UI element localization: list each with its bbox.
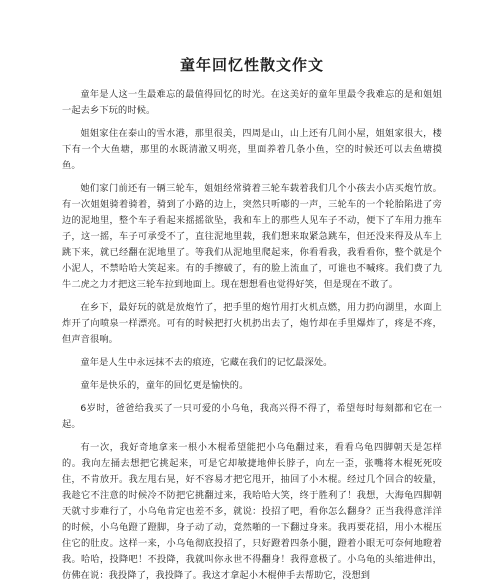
paragraph-5: 童年是人生中永远抹不去的痕迹，它藏在我们的记忆最深处。: [80, 357, 333, 368]
paragraph-6: 童年是快乐的，童年的回忆更是愉快的。: [80, 380, 249, 391]
paragraph-4: 在乡下，最好玩的就是放炮竹了，把手里的炮竹用打火机点燃，用力扔向湖里，水面上炸开了向喷泉一样漂亮。可有的时候把打火机扔出去了，炮竹却在手里爆炸了，疼是不疼，但声音很响。: [62, 302, 442, 345]
paragraph-8: 有一次，我好奇地拿来一根小木棍希望能把小乌龟翻过来，看看乌龟四脚朝天是怎样的。我向左捅去想把它挑起来，可是它却敏捷地伸长脖子，向左一歪，张嘴将木棍死死咬住，不肯放开。我左甩右晃，好不容易才把它甩开，抽回了小木棍。经过几个回合的较量，我趁它不注意的时候冷不防把它挑翻过来，我哈哈大笑，终于胜利了！我想，大海龟四脚朝天就寸步难行了，小乌龟肯定也差不多，就说：投招了吧，看你怎么翻身？正当我得意洋洋的时候，小乌龟蹬了蹬脚，身子动了动，竟然啪的一下翻过身来。我再要花招，用小木棍压住它的肚皮。这样一来，小乌龟彻底投招了，只好蹬着四条小腿，蹬着小眼无可奈何地瞪着我。哈哈，投降吧！不投降，我就叫你永世不得翻身！我得意极了。小乌龟的头缩进伸出，仿佛在说：我投降了，我投降了。我这才拿起小木棍伸手去帮助它，没想到: [62, 442, 442, 581]
document-title: 童年回忆性散文作文: [179, 56, 324, 74]
paragraph-2: 姐姐家住在泰山的雪水港，那里很美，四周是山，山上还有几间小屋，姐姐家很大，楼下有一个大鱼塘，那里的水既清澈又明亮，里面养着几条小鱼，空的时候还可以去鱼塘摸鱼。: [62, 128, 442, 171]
paragraph-3: 她们家门前还有一辆三轮车，姐姐经常骑着三轮车载着我们几个小孩去小店买炮竹放。有一次姐姐骑着骑着，骑到了小路的边上，突然只听嘭的一声，三轮车的一个轮胎陷进了旁边的泥地里，整个车子看起来摇摇欲坠，我和车上的那些人见车子不动，便下了车用力推车子，这一摇，车子可承受不了，直往泥地里载，我们想来取紧急跳车，但还没来得及从车上跳下来，就已经翻在泥地里了。等我们从泥地里爬起来，你看看我，我看看你，整个就是个小泥人，不禁哈哈大笑起来。有的手擦破了，有的脸上流血了，可谁也不喊疼。我们费了九牛二虎之力才把这三轮车拉到地面上。现在想想看也觉得好笑，但是现在不敢了。: [62, 183, 442, 290]
paragraph-1: 童年是人这一生最难忘的最值得回忆的时光。在这美好的童年里最令我难忘的是和姐姐一起去乡下玩的时候。: [62, 89, 442, 116]
paragraph-7: 6岁时，爸爸给我买了一只可爱的小乌龟，我高兴得不得了，希望每时每刻都和它在一起。: [62, 403, 442, 430]
